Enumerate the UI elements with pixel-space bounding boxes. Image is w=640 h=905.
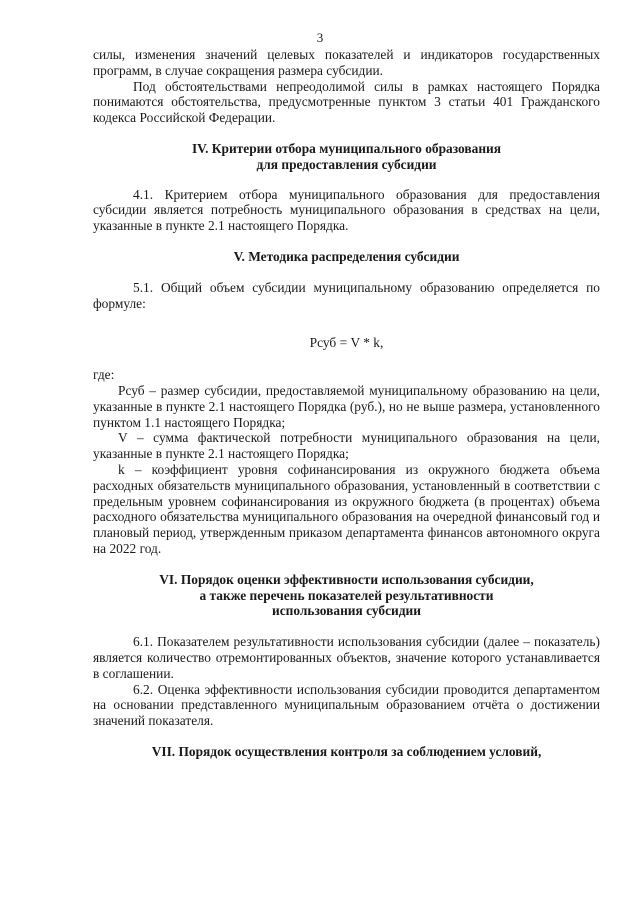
section-7-heading-line-1: VII. Порядок осуществления контроля за соблюдением условий,	[151, 743, 542, 759]
section-6-heading-line-2: а также перечень показателей результативности	[199, 587, 494, 603]
section-5-paragraph-1: 5.1. Общий объем субсидии муниципальному образованию определяется по формуле:	[93, 279, 600, 311]
section-6-heading-line-3: использования субсидии	[272, 603, 421, 619]
definition-v: V – сумма фактической потребности муниципального образования на цели, указанные в пункте 2.1 настоящего Порядка;	[93, 430, 600, 462]
section-7-heading	[93, 744, 600, 760]
section-6-heading-line-1: VI. Порядок оценки эффективности использования субсидии,	[159, 571, 534, 587]
section-6-heading	[93, 572, 600, 619]
formula: Рсуб = V * k,	[309, 335, 384, 351]
section-4-heading-line-1: IV. Критерии отбора муниципального образования	[191, 140, 502, 156]
section-6-paragraph-2: 6.2. Оценка эффективности использования субсидии проводится департаментом на основании представленного муниципальным образованием отчёта о достижении значений показателя.	[93, 681, 600, 729]
section-6-paragraph-1: 6.1. Показателем результативности использования субсидии (далее – показатель) является количество отремонтированных объектов, значение которого устанавливается в соглашении.	[93, 634, 600, 681]
section-4-heading	[93, 141, 600, 173]
section-5-heading-line-1: V. Методика распределения субсидии	[233, 248, 460, 264]
section-4-heading-line-2: для предоставления субсидии	[256, 156, 437, 172]
where-label: где:	[93, 367, 115, 383]
page-number: 3	[316, 30, 324, 45]
intro-paragraph-2: Под обстоятельствами непреодолимой силы в рамках настоящего Порядка понимаются обстоятельства, предусмотренные пунктом 3 статьи 401 Гражданского кодекса Российской Федерации.	[93, 78, 600, 126]
intro-paragraph-1: силы, изменения значений целевых показателей и индикаторов государственных программ, в случае сокращения размера субсидии.	[93, 47, 600, 78]
section-4-paragraph-1: 4.1. Критерием отбора муниципального образования для предоставления субсидии является потребность муниципального образования в средствах на цели, указанные в пункте 2.1 настоящего Порядка.	[93, 186, 600, 234]
section-5-heading	[93, 249, 600, 265]
definition-rsub: Рсуб – размер субсидии, предоставляемой муниципальному образованию на цели, указанные в пункте 2.1 настоящего Порядка (руб.), но не выше размера, установленного пунктом 1.1 настоящего Порядка;	[93, 382, 600, 430]
definition-k: k – коэффициент уровня софинансирования из окружного бюджета объема расходных обязательств муниципального образования, установленный в соответствии с предельным уровнем софинансирования из окружного бюджета (в процентах) объема расходного обязательства муниципального образования на очередной финансовый год и плановый период, утвержденным приказом департамента финансов автономного округа на 2022 год.	[93, 461, 600, 556]
document-body	[93, 47, 600, 760]
